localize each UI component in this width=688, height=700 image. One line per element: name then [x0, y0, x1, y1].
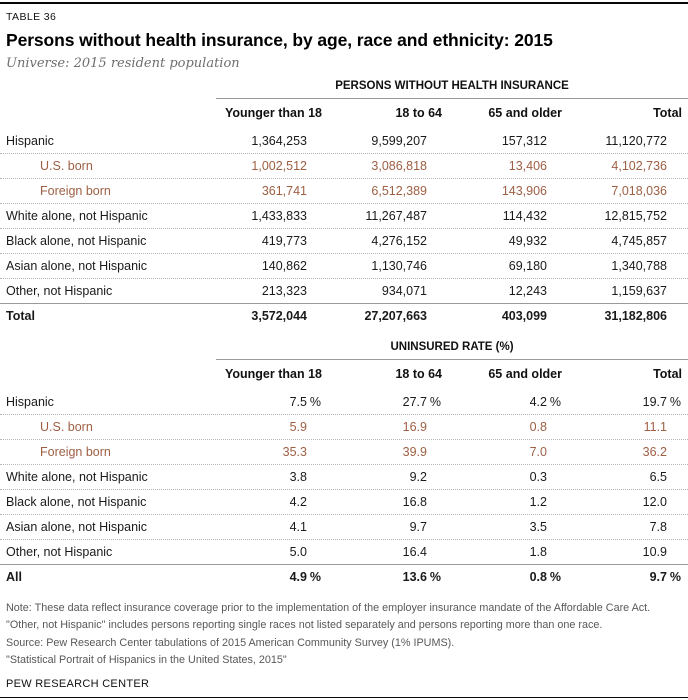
cell-value: 114,432: [502, 209, 547, 223]
cell-younger-than-18: [202, 420, 322, 434]
row-label: Foreign born: [40, 445, 111, 459]
cell-value: 27,207,663: [364, 309, 427, 323]
table-row: [0, 514, 688, 539]
page-subtitle: Universe: 2015 resident population: [6, 56, 240, 71]
percent-suffix: [667, 545, 682, 559]
percent-suffix: [547, 420, 562, 434]
percent-suffix: [547, 545, 562, 559]
cell-value: 213,323: [261, 284, 307, 298]
row-label: White alone, not Hispanic: [6, 209, 148, 223]
cell-65-and-older: [442, 545, 562, 559]
table-row: [0, 278, 688, 303]
table-row: [0, 203, 688, 228]
row-label: Asian alone, not Hispanic: [6, 259, 148, 273]
percent-suffix: [307, 470, 322, 484]
percent-suffix: [427, 520, 442, 534]
percent-suffix: %: [549, 570, 561, 584]
cell-total: [562, 445, 682, 459]
cell-value: 0.3: [529, 470, 547, 484]
cell-value: 36.2: [642, 445, 667, 459]
cell-18-to-64: [322, 309, 442, 323]
percent-suffix: [427, 545, 442, 559]
row-label: Total: [6, 309, 35, 323]
cell-value: 4.2: [289, 495, 307, 509]
table-row: [0, 489, 688, 514]
percent-suffix: [667, 234, 682, 248]
cell-18-to-64: [322, 420, 442, 434]
cell-value: 4,276,152: [371, 234, 427, 248]
cell-18-to-64: [322, 520, 442, 534]
cell-value: 6,512,389: [371, 184, 427, 198]
cell-total: [562, 234, 682, 248]
cell-younger-than-18: [202, 209, 322, 223]
cell-value: 39.9: [402, 445, 427, 459]
percent-suffix: [307, 209, 322, 223]
percent-suffix: [547, 209, 562, 223]
cell-65-and-older: [442, 184, 562, 198]
row-label: U.S. born: [40, 420, 93, 434]
percent-suffix: %: [669, 570, 681, 584]
cell-total: [562, 420, 682, 434]
cell-65-and-older: [442, 570, 562, 584]
cell-value: 7.5: [289, 394, 307, 409]
cell-value: 11,120,772: [605, 133, 667, 148]
cell-65-and-older: [442, 159, 562, 173]
percent-suffix: [547, 470, 562, 484]
table-row: [0, 439, 688, 464]
citation-text: "Statistical Portrait of Hispanics in the United States, 2015": [6, 653, 287, 666]
cell-value: 403,099: [501, 309, 547, 323]
table-row: [0, 128, 688, 153]
counts-table-body: [0, 128, 688, 328]
cell-total: [562, 209, 682, 223]
span-spacer: [0, 341, 216, 360]
cell-18-to-64: [322, 395, 442, 409]
percent-suffix: [307, 134, 322, 148]
counts-section-title: PERSONS WITHOUT HEALTH INSURANCE: [216, 80, 688, 99]
percent-suffix: [427, 134, 442, 148]
percent-suffix: [667, 420, 682, 434]
cell-value: 12,815,752: [604, 209, 667, 223]
counts-section-header: [0, 80, 688, 99]
cell-65-and-older: [442, 234, 562, 248]
percent-suffix: [307, 184, 322, 198]
percent-suffix: [307, 284, 322, 298]
cell-value: 361,741: [261, 184, 307, 198]
percent-suffix: [667, 184, 682, 198]
cell-younger-than-18: [202, 395, 322, 409]
percent-suffix: [427, 309, 442, 323]
cell-value: 16.8: [402, 495, 427, 509]
cell-18-to-64: [322, 234, 442, 248]
cell-younger-than-18: [202, 134, 322, 148]
cell-18-to-64: [322, 209, 442, 223]
percent-suffix: [547, 520, 562, 534]
column-header-65-and-older: 65 and older: [488, 367, 562, 381]
cell-18-to-64: [322, 134, 442, 148]
cell-total: [562, 309, 682, 323]
table-row: [0, 414, 688, 439]
percent-suffix: [667, 159, 682, 173]
cell-younger-than-18: [202, 259, 322, 273]
column-header-65-and-older: 65 and older: [488, 106, 562, 120]
percent-suffix: [427, 184, 442, 198]
table-row: [0, 153, 688, 178]
cell-65-and-older: [442, 495, 562, 509]
cell-value: 69,180: [508, 259, 547, 273]
percent-suffix: [427, 234, 442, 248]
cell-18-to-64: [322, 259, 442, 273]
cell-total: [562, 495, 682, 509]
span-spacer: [0, 80, 216, 99]
cell-younger-than-18: [202, 309, 322, 323]
cell-younger-than-18: [202, 284, 322, 298]
percent-suffix: [667, 309, 682, 323]
cell-value: 419,773: [261, 234, 307, 248]
note-text: Note: These data reflect insurance coverage prior to the implementation of the employer insurance mandate of the Affordable Care Act. "Other, not Hispanic" includes persons reporting single races not listed separately and persons reporting more than one race.: [6, 602, 651, 632]
cell-value: 27.7: [402, 394, 427, 409]
cell-value: 16.9: [402, 420, 427, 434]
row-label: Foreign born: [40, 184, 111, 198]
cell-value: 49,932: [508, 234, 547, 248]
cell-value: 9.2: [409, 470, 427, 484]
percent-suffix: [427, 470, 442, 484]
cell-65-and-older: [442, 134, 562, 148]
cell-total: [562, 470, 682, 484]
table-number-label: TABLE 36: [6, 11, 57, 23]
cell-value: 11,267,487: [365, 209, 427, 223]
cell-value: 31,182,806: [604, 309, 667, 323]
cell-value: 19.7: [642, 394, 667, 409]
cell-18-to-64: [322, 570, 442, 584]
column-header-18-to-64: 18 to 64: [395, 367, 442, 381]
cell-total: [562, 570, 682, 584]
cell-18-to-64: [322, 545, 442, 559]
percent-suffix: [427, 159, 442, 173]
row-label: White alone, not Hispanic: [6, 470, 148, 484]
percent-suffix: [667, 520, 682, 534]
percent-suffix: [307, 445, 322, 459]
cell-value: 4.1: [289, 520, 307, 534]
percent-suffix: [547, 259, 562, 273]
cell-value: 143,906: [501, 184, 547, 198]
source-text: Source: Pew Research Center tabulations of 2015 American Community Survey (1% IPUMS).: [6, 636, 455, 649]
table-row: [0, 464, 688, 489]
percent-suffix: [667, 445, 682, 459]
percent-suffix: [547, 284, 562, 298]
cell-65-and-older: [442, 445, 562, 459]
percent-suffix: [547, 309, 562, 323]
cell-value: 35.3: [282, 445, 307, 459]
cell-value: 12.0: [642, 495, 667, 509]
cell-65-and-older: [442, 309, 562, 323]
cell-value: 1,340,788: [611, 259, 667, 273]
row-label: Other, not Hispanic: [6, 545, 113, 559]
cell-value: 13.6: [402, 570, 427, 584]
cell-value: 140,862: [261, 259, 307, 273]
percent-suffix: [427, 209, 442, 223]
percent-suffix: [427, 420, 442, 434]
row-label: Hispanic: [6, 394, 54, 409]
cell-value: 4,102,736: [611, 159, 667, 173]
percent-suffix: %: [309, 570, 321, 584]
rates-table-body: [0, 389, 688, 589]
percent-suffix: [307, 545, 322, 559]
percent-suffix: [307, 234, 322, 248]
cell-65-and-older: [442, 284, 562, 298]
row-label: All: [6, 570, 22, 584]
cell-younger-than-18: [202, 545, 322, 559]
table-row: [0, 228, 688, 253]
cell-value: 10.9: [642, 545, 667, 559]
cell-value: 6.5: [649, 470, 667, 484]
cell-18-to-64: [322, 445, 442, 459]
table-row: [0, 539, 688, 564]
cell-value: 11.1: [643, 420, 667, 434]
percent-suffix: [667, 284, 682, 298]
table-row: [0, 564, 688, 589]
cell-total: [562, 520, 682, 534]
cell-65-and-older: [442, 209, 562, 223]
percent-suffix: [547, 445, 562, 459]
column-header-total: Total: [653, 106, 682, 120]
percent-suffix: [427, 495, 442, 509]
cell-total: [562, 395, 682, 409]
cell-value: 3.5: [529, 520, 547, 534]
cell-value: 1,002,512: [251, 159, 307, 173]
cell-value: 1,130,746: [371, 259, 427, 273]
percent-suffix: %: [669, 394, 681, 409]
row-label: Asian alone, not Hispanic: [6, 520, 148, 534]
top-rule: [0, 2, 688, 4]
cell-value: 7,018,036: [611, 184, 667, 198]
cell-18-to-64: [322, 495, 442, 509]
cell-younger-than-18: [202, 570, 322, 584]
column-header-younger-than-18: Younger than 18: [224, 367, 322, 381]
rates-column-header-row: [0, 360, 688, 389]
footer-brand: PEW RESEARCH CENTER: [6, 678, 150, 691]
percent-suffix: [547, 495, 562, 509]
cell-younger-than-18: [202, 159, 322, 173]
cell-65-and-older: [442, 259, 562, 273]
cell-value: 4.9: [289, 570, 307, 584]
counts-column-header-row: [0, 99, 688, 128]
cell-value: 9.7: [409, 520, 427, 534]
cell-value: 1,364,253: [251, 133, 307, 148]
percent-suffix: [307, 420, 322, 434]
row-label: Black alone, not Hispanic: [6, 495, 147, 509]
cell-value: 157,312: [501, 133, 547, 148]
percent-suffix: [427, 445, 442, 459]
percent-suffix: [307, 159, 322, 173]
cell-total: [562, 134, 682, 148]
rates-section-title: UNINSURED RATE (%): [216, 341, 688, 360]
percent-suffix: %: [429, 394, 441, 409]
percent-suffix: [547, 159, 562, 173]
cell-value: 1.8: [529, 545, 547, 559]
percent-suffix: %: [429, 570, 441, 584]
cell-18-to-64: [322, 284, 442, 298]
percent-suffix: [427, 259, 442, 273]
cell-value: 7.0: [529, 445, 547, 459]
cell-total: [562, 184, 682, 198]
cell-value: 5.0: [289, 545, 307, 559]
table-row: [0, 303, 688, 328]
percent-suffix: [307, 309, 322, 323]
cell-value: 4.2: [529, 394, 547, 409]
cell-65-and-older: [442, 520, 562, 534]
percent-suffix: [547, 184, 562, 198]
cell-value: 12,243: [508, 284, 547, 298]
percent-suffix: %: [309, 394, 321, 409]
percent-suffix: [547, 134, 562, 148]
cell-value: 4,745,857: [611, 234, 667, 248]
cell-18-to-64: [322, 159, 442, 173]
column-header-18-to-64: 18 to 64: [395, 106, 442, 120]
cell-value: 1,159,637: [611, 284, 667, 298]
row-label: Other, not Hispanic: [6, 284, 113, 298]
percent-suffix: [307, 259, 322, 273]
percent-suffix: [307, 495, 322, 509]
percent-suffix: [427, 284, 442, 298]
cell-value: 934,071: [381, 284, 427, 298]
cell-younger-than-18: [202, 184, 322, 198]
cell-value: 9.7: [649, 570, 667, 584]
percent-suffix: [667, 470, 682, 484]
cell-18-to-64: [322, 470, 442, 484]
footnotes: [6, 600, 682, 669]
cell-younger-than-18: [202, 445, 322, 459]
cell-total: [562, 284, 682, 298]
counts-section: [0, 80, 688, 328]
cell-total: [562, 259, 682, 273]
cell-younger-than-18: [202, 234, 322, 248]
cell-65-and-older: [442, 395, 562, 409]
column-header-total: Total: [653, 367, 682, 381]
cell-value: 3.8: [289, 470, 307, 484]
cell-18-to-64: [322, 184, 442, 198]
percent-suffix: [667, 134, 682, 148]
cell-65-and-older: [442, 470, 562, 484]
cell-value: 16.4: [402, 545, 427, 559]
percent-suffix: %: [549, 394, 561, 409]
cell-younger-than-18: [202, 495, 322, 509]
percent-suffix: [667, 209, 682, 223]
row-label: Black alone, not Hispanic: [6, 234, 147, 248]
cell-value: 3,572,044: [251, 309, 307, 323]
cell-65-and-older: [442, 420, 562, 434]
cell-value: 5.9: [289, 420, 307, 434]
cell-value: 1,433,833: [251, 209, 307, 223]
cell-value: 13,406: [508, 159, 547, 173]
cell-younger-than-18: [202, 520, 322, 534]
percent-suffix: [307, 520, 322, 534]
row-label: U.S. born: [40, 159, 93, 173]
bottom-rule: [0, 697, 688, 698]
cell-value: 0.8: [529, 420, 547, 434]
percent-suffix: [667, 259, 682, 273]
row-label: Hispanic: [6, 133, 54, 148]
page-title: Persons without health insurance, by age, race and ethnicity: 2015: [6, 30, 553, 50]
cell-value: 1.2: [529, 495, 547, 509]
cell-younger-than-18: [202, 470, 322, 484]
rates-section-header: [0, 341, 688, 360]
cell-total: [562, 545, 682, 559]
percent-suffix: [667, 495, 682, 509]
table-row: [0, 389, 688, 414]
column-header-younger-than-18: Younger than 18: [224, 106, 322, 120]
table-row: [0, 253, 688, 278]
table-row: [0, 178, 688, 203]
rates-section: [0, 341, 688, 589]
cell-value: 9,599,207: [371, 133, 427, 148]
cell-total: [562, 159, 682, 173]
cell-value: 3,086,818: [371, 159, 427, 173]
percent-suffix: [547, 234, 562, 248]
cell-value: 7.8: [649, 520, 667, 534]
cell-value: 0.8: [529, 570, 547, 584]
